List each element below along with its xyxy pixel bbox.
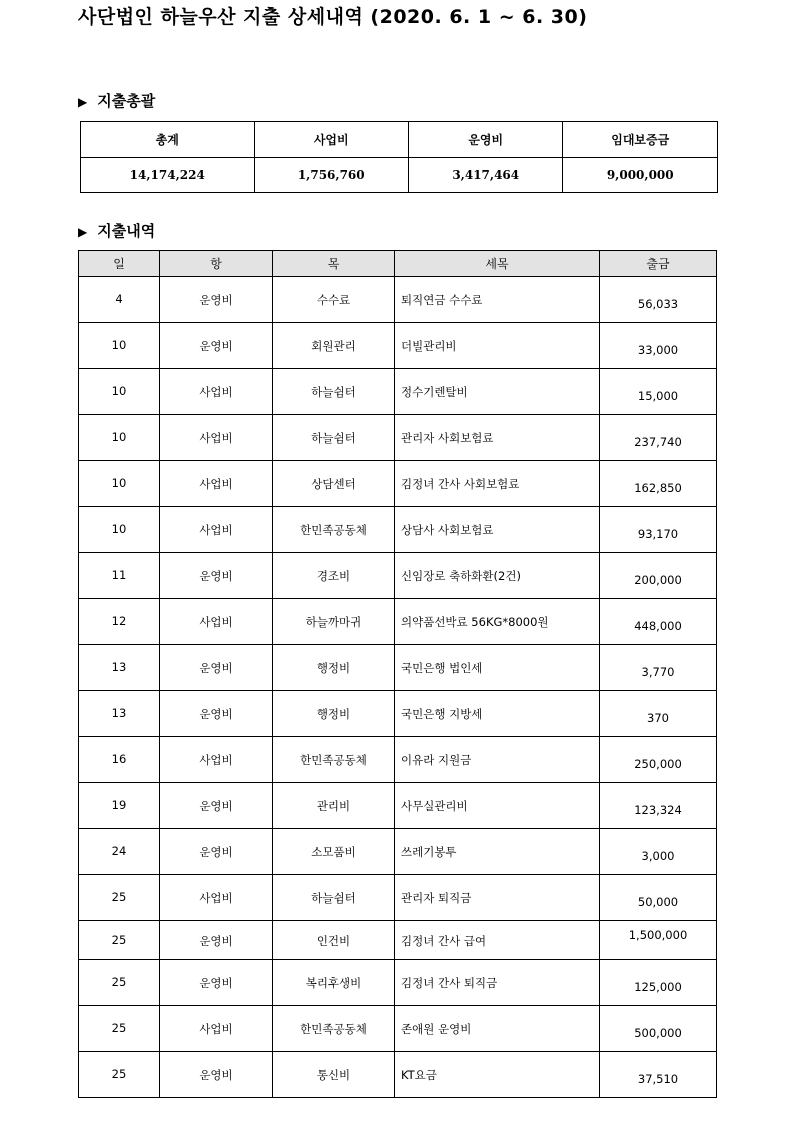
cell-item: 하늘쉼터: [273, 415, 395, 461]
cell-subitem: 국민은행 지방세: [395, 691, 600, 737]
cell-day: 24: [79, 829, 160, 875]
cell-subitem: 이유라 지원금: [395, 737, 600, 783]
cell-subitem: 김정녀 간사 급여: [395, 921, 600, 960]
summary-table: [80, 121, 718, 193]
table-row: [79, 553, 717, 599]
detail-table: [78, 250, 717, 1098]
cell-subitem: 존애원 운영비: [395, 1006, 600, 1052]
summary-value-deposit: 9,000,000: [563, 158, 718, 193]
cell-day: 10: [79, 369, 160, 415]
cell-day: 11: [79, 553, 160, 599]
cell-amount: 33,000: [600, 323, 717, 369]
table-row: [79, 1006, 717, 1052]
cell-day: 10: [79, 507, 160, 553]
cell-amount: 125,000: [600, 960, 717, 1006]
cell-subitem: 의약품선박료 56KG*8000원: [395, 599, 600, 645]
table-row: [79, 323, 717, 369]
cell-amount: 123,324: [600, 783, 717, 829]
cell-subitem: 사무실관리비: [395, 783, 600, 829]
summary-header-total: 총계: [81, 122, 255, 158]
cell-item: 인건비: [273, 921, 395, 960]
cell-day: 19: [79, 783, 160, 829]
cell-category: 운영비: [160, 921, 273, 960]
cell-item: 한민족공동체: [273, 507, 395, 553]
table-row: [79, 461, 717, 507]
cell-subitem: 김정녀 간사 퇴직금: [395, 960, 600, 1006]
cell-item: 하늘쉼터: [273, 875, 395, 921]
header-day: 일: [79, 251, 160, 277]
cell-subitem: 상담사 사회보험료: [395, 507, 600, 553]
cell-day: 10: [79, 415, 160, 461]
cell-item: 경조비: [273, 553, 395, 599]
cell-item: 한민족공동체: [273, 737, 395, 783]
cell-day: 13: [79, 691, 160, 737]
cell-subitem: 쓰레기봉투: [395, 829, 600, 875]
cell-amount: 237,740: [600, 415, 717, 461]
cell-item: 회원관리: [273, 323, 395, 369]
summary-section-label: 지출총괄: [97, 92, 156, 110]
cell-amount: 3,770: [600, 645, 717, 691]
page-title: 사단법인 하늘우산 지출 상세내역 (2020. 6. 1 ~ 6. 30): [78, 6, 588, 28]
table-row: [79, 783, 717, 829]
cell-day: 25: [79, 1052, 160, 1098]
cell-day: 16: [79, 737, 160, 783]
table-row: [79, 277, 717, 323]
cell-day: 13: [79, 645, 160, 691]
cell-subitem: 김정녀 간사 사회보험료: [395, 461, 600, 507]
cell-category: 운영비: [160, 323, 273, 369]
summary-section-heading: [78, 90, 155, 111]
cell-amount: 448,000: [600, 599, 717, 645]
table-row: [79, 1052, 717, 1098]
table-row: [79, 829, 717, 875]
cell-day: 10: [79, 323, 160, 369]
cell-category: 사업비: [160, 507, 273, 553]
cell-category: 운영비: [160, 691, 273, 737]
cell-category: 운영비: [160, 277, 273, 323]
cell-item: 행정비: [273, 691, 395, 737]
cell-category: 사업비: [160, 875, 273, 921]
table-row: [79, 875, 717, 921]
summary-header-row: [81, 122, 718, 158]
cell-category: 사업비: [160, 599, 273, 645]
cell-category: 사업비: [160, 415, 273, 461]
table-row: [79, 960, 717, 1006]
cell-subitem: KT요금: [395, 1052, 600, 1098]
summary-header-operating: 운영비: [408, 122, 562, 158]
table-row: [79, 599, 717, 645]
cell-item: 통신비: [273, 1052, 395, 1098]
cell-amount: 56,033: [600, 277, 717, 323]
cell-amount: 200,000: [600, 553, 717, 599]
summary-value-operating: 3,417,464: [408, 158, 562, 193]
summary-header-business: 사업비: [254, 122, 408, 158]
cell-subitem: 더빌관리비: [395, 323, 600, 369]
cell-day: 12: [79, 599, 160, 645]
cell-subitem: 관리자 퇴직금: [395, 875, 600, 921]
cell-subitem: 퇴직연금 수수료: [395, 277, 600, 323]
cell-amount: 1,500,000: [600, 921, 717, 960]
summary-value-business: 1,756,760: [254, 158, 408, 193]
cell-amount: 162,850: [600, 461, 717, 507]
cell-amount: 250,000: [600, 737, 717, 783]
cell-subitem: 관리자 사회보험료: [395, 415, 600, 461]
detail-section-heading: [78, 220, 155, 241]
header-subitem: 세목: [395, 251, 600, 277]
table-row: [79, 691, 717, 737]
detail-section-label: 지출내역: [97, 222, 156, 240]
table-row: [79, 415, 717, 461]
cell-amount: 15,000: [600, 369, 717, 415]
cell-subitem: 국민은행 법인세: [395, 645, 600, 691]
table-row: [79, 921, 717, 960]
cell-day: 25: [79, 875, 160, 921]
cell-subitem: 정수기렌탈비: [395, 369, 600, 415]
cell-amount: 370: [600, 691, 717, 737]
cell-item: 행정비: [273, 645, 395, 691]
cell-category: 사업비: [160, 461, 273, 507]
cell-category: 운영비: [160, 1052, 273, 1098]
cell-amount: 37,510: [600, 1052, 717, 1098]
cell-item: 상담센터: [273, 461, 395, 507]
cell-category: 운영비: [160, 829, 273, 875]
cell-item: 소모품비: [273, 829, 395, 875]
cell-day: 25: [79, 960, 160, 1006]
header-item: 목: [273, 251, 395, 277]
cell-category: 사업비: [160, 369, 273, 415]
detail-header-row: [79, 251, 717, 277]
table-row: [79, 507, 717, 553]
cell-category: 운영비: [160, 783, 273, 829]
cell-day: 4: [79, 277, 160, 323]
cell-item: 관리비: [273, 783, 395, 829]
cell-category: 운영비: [160, 960, 273, 1006]
right-triangle-icon: ▶: [78, 225, 88, 239]
table-row: [79, 737, 717, 783]
summary-value-total: 14,174,224: [81, 158, 255, 193]
cell-amount: 93,170: [600, 507, 717, 553]
cell-subitem: 신임장로 축하화환(2건): [395, 553, 600, 599]
cell-item: 하늘까마귀: [273, 599, 395, 645]
cell-item: 하늘쉼터: [273, 369, 395, 415]
header-amount: 출금: [600, 251, 717, 277]
summary-value-row: [81, 158, 718, 193]
cell-amount: 500,000: [600, 1006, 717, 1052]
cell-category: 운영비: [160, 645, 273, 691]
cell-day: 25: [79, 921, 160, 960]
summary-header-deposit: 임대보증금: [563, 122, 718, 158]
header-category: 항: [160, 251, 273, 277]
cell-amount: 50,000: [600, 875, 717, 921]
table-row: [79, 645, 717, 691]
right-triangle-icon: ▶: [78, 95, 88, 109]
cell-category: 사업비: [160, 737, 273, 783]
cell-day: 25: [79, 1006, 160, 1052]
cell-item: 수수료: [273, 277, 395, 323]
cell-day: 10: [79, 461, 160, 507]
cell-item: 한민족공동체: [273, 1006, 395, 1052]
cell-amount: 3,000: [600, 829, 717, 875]
cell-category: 사업비: [160, 1006, 273, 1052]
cell-item: 복리후생비: [273, 960, 395, 1006]
cell-category: 운영비: [160, 553, 273, 599]
table-row: [79, 369, 717, 415]
